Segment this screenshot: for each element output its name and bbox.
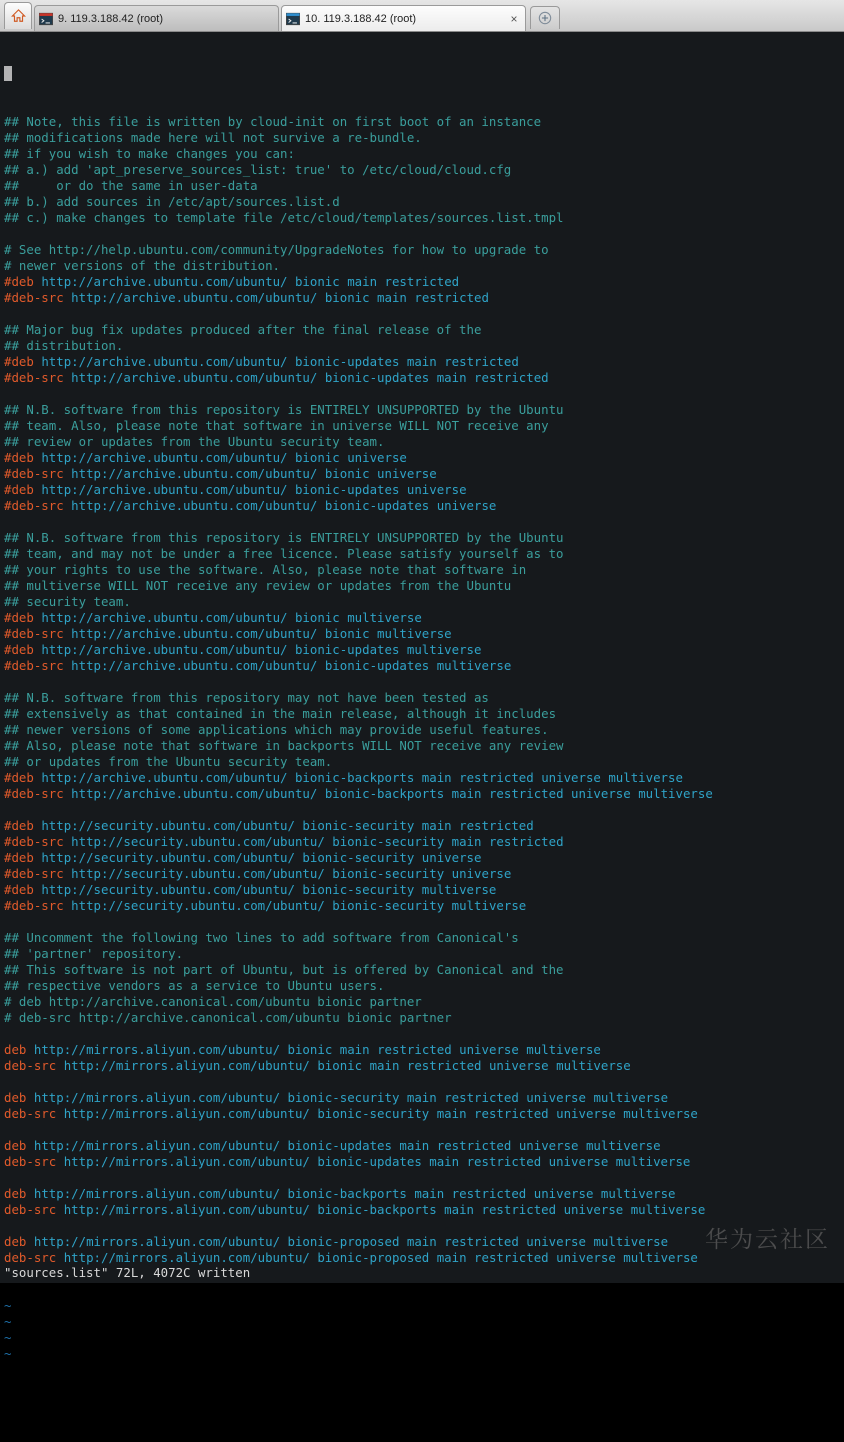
terminal-line: ## Note, this file is written by cloud-init on first boot of an instance <box>4 114 542 129</box>
terminal-line <box>4 1122 840 1138</box>
vim-status-line: "sources.list" 72L, 4072C written <box>4 1265 251 1280</box>
terminal-line: ## Major bug fix updates produced after the final release of the <box>4 322 482 337</box>
plus-icon <box>538 11 552 25</box>
terminal-line <box>4 306 840 322</box>
terminal-line: #deb-src http://archive.ubuntu.com/ubuntu/ bionic multiverse <box>4 626 452 641</box>
terminal-line: ## N.B. software from this repository is ENTIRELY UNSUPPORTED by the Ubuntu <box>4 402 564 417</box>
terminal-line: #deb-src http://security.ubuntu.com/ubuntu/ bionic-security main restricted <box>4 834 564 849</box>
terminal-line: deb http://mirrors.aliyun.com/ubuntu/ bionic main restricted universe multiverse <box>4 1042 601 1057</box>
terminal-line: ## N.B. software from this repository is ENTIRELY UNSUPPORTED by the Ubuntu <box>4 530 564 545</box>
tilde-marker: ~ <box>4 1298 12 1313</box>
terminal-icon <box>39 12 53 26</box>
tab-label: 10. 119.3.188.42 (root) <box>305 12 417 25</box>
terminal-line: deb-src http://mirrors.aliyun.com/ubuntu/ bionic main restricted universe multiverse <box>4 1058 631 1073</box>
terminal-line: # newer versions of the distribution. <box>4 258 281 273</box>
text-cursor <box>4 66 12 81</box>
terminal-line <box>4 514 840 530</box>
home-button[interactable] <box>4 2 32 29</box>
terminal-line: ## team, and may not be under a free licence. Please satisfy yourself as to <box>4 546 564 561</box>
terminal-line: deb http://mirrors.aliyun.com/ubuntu/ bionic-backports main restricted universe multiverse <box>4 1186 676 1201</box>
terminal-line: ## Also, please note that software in backports WILL NOT receive any review <box>4 738 564 753</box>
terminal-line: #deb-src http://security.ubuntu.com/ubuntu/ bionic-security universe <box>4 866 512 881</box>
terminal-line: ## This software is not part of Ubuntu, but is offered by Canonical and the <box>4 962 564 977</box>
terminal-line: ## N.B. software from this repository may not have been tested as <box>4 690 489 705</box>
terminal-screen[interactable] <box>0 32 844 1361</box>
terminal-line: #deb http://archive.ubuntu.com/ubuntu/ bionic-backports main restricted universe multiverse <box>4 770 683 785</box>
terminal-line: ## extensively as that contained in the main release, although it includes <box>4 706 557 721</box>
tilde-marker: ~ <box>4 1346 12 1361</box>
terminal-line: deb http://mirrors.aliyun.com/ubuntu/ bionic-security main restricted universe multiverse <box>4 1090 669 1105</box>
terminal-line: ## a.) add 'apt_preserve_sources_list: true' to /etc/cloud/cloud.cfg <box>4 162 512 177</box>
terminal-line: ## or do the same in user-data <box>4 178 258 193</box>
terminal-line: ## review or updates from the Ubuntu security team. <box>4 434 385 449</box>
terminal-line: ## or updates from the Ubuntu security team. <box>4 754 333 769</box>
terminal-line <box>4 802 840 818</box>
tilde-marker: ~ <box>4 1330 12 1345</box>
terminal-line: ## your rights to use the software. Also, please note that software in <box>4 562 527 577</box>
terminal-line: ## multiverse WILL NOT receive any review or updates from the Ubuntu <box>4 578 512 593</box>
terminal-line <box>4 386 840 402</box>
terminal-line <box>4 226 840 242</box>
terminal-line <box>4 1170 840 1186</box>
terminal-line: #deb http://security.ubuntu.com/ubuntu/ bionic-security multiverse <box>4 882 497 897</box>
terminal-line: deb-src http://mirrors.aliyun.com/ubuntu/ bionic-updates main restricted universe multiverse <box>4 1154 691 1169</box>
home-icon <box>11 9 26 23</box>
terminal-line: #deb http://archive.ubuntu.com/ubuntu/ bionic-updates universe <box>4 482 467 497</box>
terminal-line: ## Uncomment the following two lines to add software from Canonical's <box>4 930 519 945</box>
terminal-tab-1[interactable] <box>34 5 279 31</box>
terminal-line: #deb-src http://archive.ubuntu.com/ubuntu/ bionic-updates main restricted <box>4 370 549 385</box>
terminal-line: #deb-src http://archive.ubuntu.com/ubuntu/ bionic main restricted <box>4 290 489 305</box>
terminal-line: ## b.) add sources in /etc/apt/sources.list.d <box>4 194 340 209</box>
terminal-line: #deb http://archive.ubuntu.com/ubuntu/ bionic universe <box>4 450 407 465</box>
terminal-line: #deb http://archive.ubuntu.com/ubuntu/ bionic-updates multiverse <box>4 642 482 657</box>
terminal-line: deb-src http://mirrors.aliyun.com/ubuntu/ bionic-backports main restricted universe multiverse <box>4 1202 706 1217</box>
terminal-line: #deb-src http://archive.ubuntu.com/ubuntu/ bionic-updates multiverse <box>4 658 512 673</box>
terminal-line: # deb http://archive.canonical.com/ubuntu bionic partner <box>4 994 422 1009</box>
terminal-line: ## 'partner' repository. <box>4 946 184 961</box>
terminal-line: #deb-src http://archive.ubuntu.com/ubuntu/ bionic universe <box>4 466 437 481</box>
tilde-marker: ~ <box>4 1314 12 1329</box>
terminal-line <box>4 914 840 930</box>
terminal-line <box>4 674 840 690</box>
close-icon[interactable]: × <box>510 11 518 26</box>
watermark: 华为云社区 <box>705 1226 830 1252</box>
terminal-line: # deb-src http://archive.canonical.com/ubuntu bionic partner <box>4 1010 452 1025</box>
terminal-line: deb http://mirrors.aliyun.com/ubuntu/ bionic-updates main restricted universe multiverse <box>4 1138 661 1153</box>
terminal-line: ## modifications made here will not survive a re-bundle. <box>4 130 422 145</box>
terminal-line: ## c.) make changes to template file /etc/cloud/templates/sources.list.tmpl <box>4 210 564 225</box>
terminal-text-area <box>4 66 840 1394</box>
terminal-line: #deb http://archive.ubuntu.com/ubuntu/ bionic main restricted <box>4 274 460 289</box>
terminal-line: #deb-src http://archive.ubuntu.com/ubuntu/ bionic-backports main restricted universe multiverse <box>4 786 713 801</box>
terminal-line: #deb-src http://security.ubuntu.com/ubuntu/ bionic-security multiverse <box>4 898 527 913</box>
terminal-line <box>4 1026 840 1042</box>
terminal-line: ## distribution. <box>4 338 124 353</box>
terminal-icon <box>286 12 300 26</box>
terminal-tab-2[interactable] <box>281 5 526 31</box>
terminal-line: ## newer versions of some applications which may provide useful features. <box>4 722 549 737</box>
new-tab-button[interactable] <box>530 6 560 29</box>
terminal-line: ## if you wish to make changes you can: <box>4 146 295 161</box>
terminal-line: #deb-src http://archive.ubuntu.com/ubuntu/ bionic-updates universe <box>4 498 497 513</box>
terminal-line: #deb http://security.ubuntu.com/ubuntu/ bionic-security universe <box>4 850 482 865</box>
terminal-line: ## team. Also, please note that software in universe WILL NOT receive any <box>4 418 549 433</box>
terminal-line: deb http://mirrors.aliyun.com/ubuntu/ bionic-proposed main restricted universe multiverse <box>4 1234 669 1249</box>
terminal-line: # See http://help.ubuntu.com/community/UpgradeNotes for how to upgrade to <box>4 242 549 257</box>
terminal-line: #deb http://archive.ubuntu.com/ubuntu/ bionic-updates main restricted <box>4 354 519 369</box>
tab-label: 9. 119.3.188.42 (root) <box>58 12 163 25</box>
terminal-line: ## respective vendors as a service to Ubuntu users. <box>4 978 385 993</box>
file-content <box>4 114 840 1266</box>
vim-empty-line-markers <box>4 1298 840 1362</box>
terminal-line: ## security team. <box>4 594 131 609</box>
terminal-line: #deb http://security.ubuntu.com/ubuntu/ bionic-security main restricted <box>4 818 534 833</box>
terminal-line: deb-src http://mirrors.aliyun.com/ubuntu/ bionic-proposed main restricted universe multiverse <box>4 1250 698 1265</box>
terminal-line <box>4 1074 840 1090</box>
terminal-line: deb-src http://mirrors.aliyun.com/ubuntu/ bionic-security main restricted universe multiverse <box>4 1106 698 1121</box>
tab-bar <box>0 0 844 32</box>
terminal-line: #deb http://archive.ubuntu.com/ubuntu/ bionic multiverse <box>4 610 422 625</box>
